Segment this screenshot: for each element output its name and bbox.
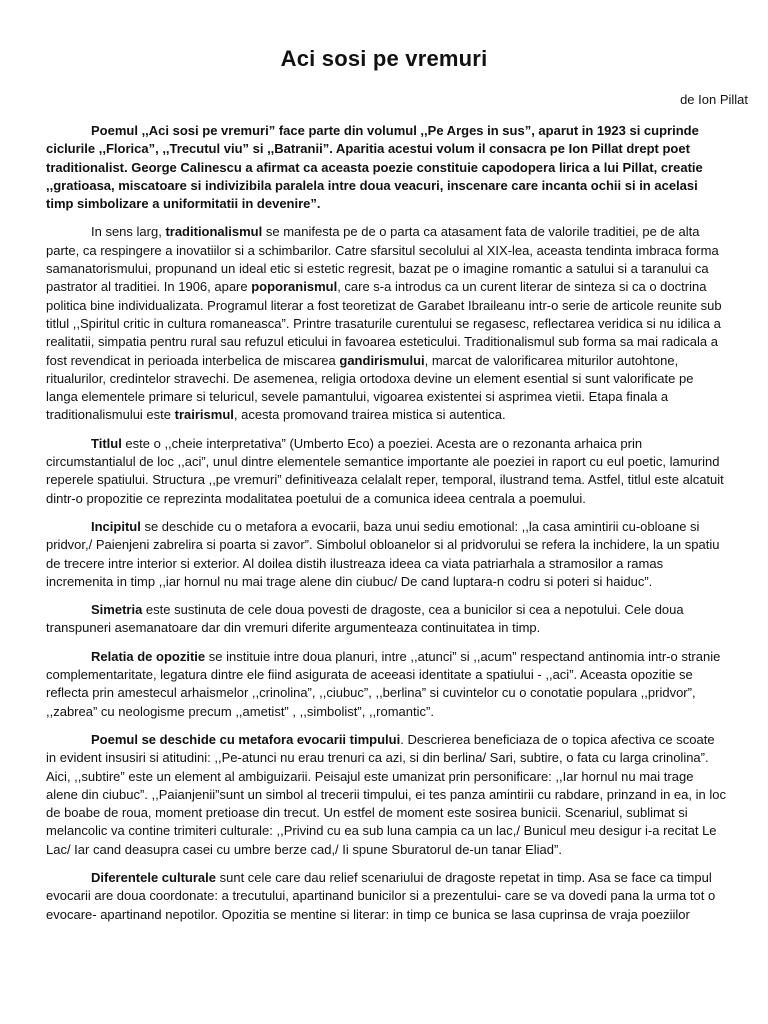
paragraph — [46, 435, 728, 508]
document-author: de Ion Pillat — [680, 92, 748, 107]
bold-text-run: trairismul — [174, 407, 234, 423]
text-run: se deschide cu o metafora a evocarii, baza unui sediu emotional: ,,la casa amintirii cu-obloane si pridvor,/ Paienjeni zabrelira si poarta si zavor”. Simbolul obloanelor si al pridvorului se refera la inchidere, la un spatiu de trecere intre interior si exterior. Al doilea distih ilustreaza ideea ca viata patriarhala a stramosilor a ramas incremenita in timp ,,iar hornul nu mai trage alene din ciubuc/ De cand luptara-n codru si poteri si haiduc”. — [46, 518, 720, 589]
bold-text-run: poporanismul — [251, 279, 338, 295]
bold-text-run: Relatia de opozitie — [91, 648, 206, 664]
paragraph — [46, 869, 728, 924]
paragraph — [46, 122, 728, 213]
bold-text-run: Simetria — [91, 602, 143, 618]
bold-text-run: Poemul se deschide cu metafora evocarii timpului — [91, 731, 401, 747]
paragraph — [46, 518, 728, 591]
bold-text-run: Diferentele culturale — [91, 869, 216, 885]
bold-text-run: gandirismului — [339, 352, 425, 368]
text-run: este sustinuta de cele doua povesti de dragoste, cea a bunicilor si cea a nepotului. Cele doua transpuneri asemanatoare dar din vremuri diferite argumenteaza continuitatea in timp. — [46, 602, 684, 636]
text-run: sunt cele care dau relief scenariului de dragoste repetat in timp. Asa se face ca timpul evocarii are doua coordonate: a trecutului, apartinand bunicilor si a prezentului- care se va dovedi pana la urma tot o evocare- apartinand nepotilor. Opozitia se mentine si literar: in timp ce bunica se lasa cuprinsa de vraja poeziilor — [46, 869, 716, 922]
text-run: , marcat de valorificarea miturilor autohtone, ritualurilor, credintelor stravechi. De asemenea, religia ortodoxa devine un element esential si sunt valorificate pe langa elementele primare si teluricul, sevele pamantului, vigoarea existentei si asprimea vietii. Etapa finala a traditionalismului este — [46, 352, 694, 423]
paragraph — [46, 223, 728, 424]
text-run: In sens larg, — [91, 224, 166, 240]
document-title: Aci sosi pe vremuri — [280, 46, 488, 71]
text-run: se instituie intre doua planuri, intre ,,atunci” si ,,acum” respectand antinomia intr-o stranie complementaritate, legatura dintre ele fiind asigurata de aceeasi identitate a spatiului - ,,aci”. Aceasta opozitie se reflecta prin amestecul arhaismelor ,,crinolina”, ,,ciubuc”, ,,berlina” si cuvintelor cu o conotatie populara ,,pridvor”, ,,zabrea” cu neologisme precum ,,ametist” , ,,simbolist”, ,,romantic”. — [46, 648, 721, 719]
paragraph — [46, 601, 728, 638]
text-run: este o ,,cheie interpretativa” (Umberto Eco) a poeziei. Acesta are o rezonanta arhaica prin circumstantialul de loc ,,aci”, unul dintre elementele semantice importante ale poeziei in raport cu eul poetic, lamurind reperele spatiului. Structura ,,pe vremuri” definitiveaza celalalt reper, temporal, ilustrand tema. Astfel, titlul este alcatuit dintr-o propozitie ce reprezinta modalitatea poetului de a comunica ideea centrala a poemului. — [46, 435, 724, 506]
bold-text-run: traditionalismul — [165, 224, 263, 240]
bold-text-run: Poemul ,,Aci sosi pe vremuri” face parte din volumul ,,Pe Arges in sus”, aparut in 1923 si cuprinde ciclurile ,,Florica”, ,,Trecutul viu” si ,,Batranii”. Aparitia acestui volum il consacra pe Ion Pillat drept poet traditionalist. George Calinescu a afirmat ca aceasta poezie constituie capodopera lirica a lui Pillat, creatie ,,gratioasa, miscatoare si indivizibila paralela intre doua veacuri, inscenare care incanta ochii si in acelasi timp simbolizare a uniformitatii in devenire”. — [46, 123, 703, 212]
bold-text-run: Titlul — [91, 435, 122, 451]
document-body — [46, 122, 728, 934]
paragraph — [46, 731, 728, 859]
bold-text-run: Incipitul — [91, 518, 141, 534]
text-run: , care s-a introdus ca un curent literar de sinteza si ca o doctrina politica bine individualizata. Programul literar a fost teoretizat de Garabet Ibraileanu intr-o serie de articole reunite sub titlul ,,Spiritul critic in cultura romaneasca”. Printre trasaturile curentului se regasesc, reflectarea veridica si nu idilica a realitatii, simpatia pentru rural sau refuzul eticului in favoarea esteticului. Traditionalismul sub forma sa mai radicala a fost revendicat in perioada interbelica de miscarea — [46, 279, 722, 368]
paragraph — [46, 648, 728, 721]
text-run: se manifesta pe de o parta ca atasament fata de valorile traditiei, pe de alta parte, ca respingere a inovatiilor si a schimbarilor. Catre sfarsitul secolului al XIX-lea, aceasta tendinta imbraca forma samanatorismului, propunand un ideal etic si estetic regresit, bazat pe o imagine romantic a satului si a taranului ca pastrator al traditiei. In 1906, apare — [46, 224, 719, 295]
text-run: , acesta promovand trairea mistica si autentica. — [233, 407, 506, 423]
text-run: . Descrierea beneficiaza de o topica afectiva ce scoate in evident insusiri si atitudini: ,,Pe-atunci nu erau trenuri ca azi, si din berlina/ Sari, subtire, o fata cu larga crinolina”. Aici, ,,subtire” este un element al ambiguizarii. Peisajul este umanizat prin personificare: ,,Iar hornul nu mai trage alene din ciubuc”. ,,Paianjenii”sunt un simbol al trecerii timpului, ei tes panza amintirii cu rabdare, prinzand in ea, in loc de boabe de roua, moment pretioase din trecut. Un estfel de moment este sosirea bunicii. Scenariul, sublimat si melancolic va contine trimiteri culturale: ,,Privind cu ea sub luna campia ca un lac,/ Bunicul meu desigur i-a recitat Le Lac/ Iar cand deasupra casei cu umbre berze cad,/ Ii spune Sburatorul de-un tanar Eliad”. — [46, 731, 726, 857]
